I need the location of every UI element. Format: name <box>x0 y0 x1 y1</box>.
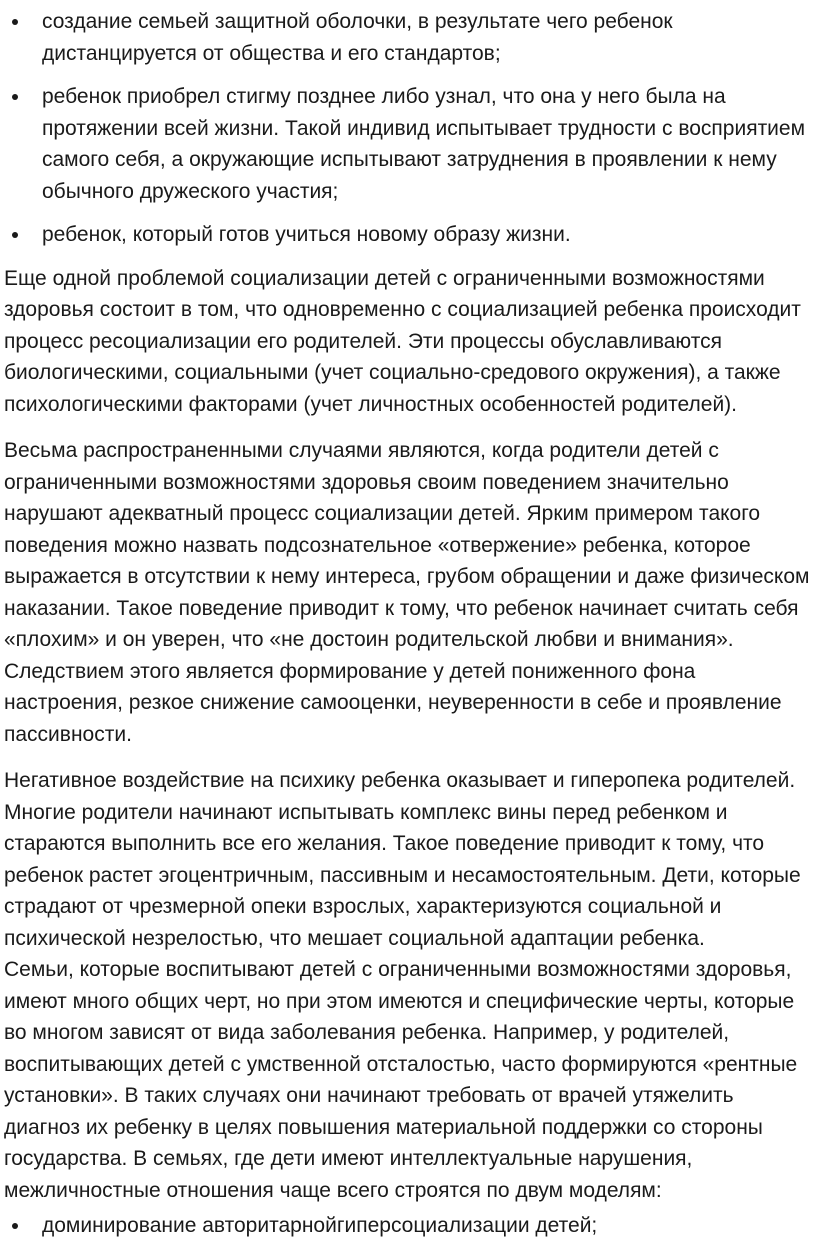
list-item: ребенок, который готов учиться новому образу жизни. <box>42 219 812 251</box>
paragraph-overprotection: Негативное воздействие на психику ребенка оказывает и гиперопека родителей. Многие родители начинают испытывать комплекс вины перед ребенком и стараются выполнить все его желания. Такое поведение приводит к тому, что ребенок растет эгоцентричным, пассивным и несамостоятельным. Дети, которые страдают от чрезмерной опеки взрослых, характеризуются социальной и психической незрелостью, что мешает социальной адаптации ребенка. <box>4 769 801 950</box>
paragraph-family-features: Семьи, которые воспитывают детей с ограниченными возможностями здоровья, имеют много общих черт, но при этом имеются и специфические черты, которые во многом зависят от вида заболевания ребенка. Например, у родителей, воспитывающих детей с умственной отсталостью, часто формируются «рентные установки». В таких случаях они начинают требовать от врачей утяжелить диагноз их ребенку в целях повышения материальной поддержки со стороны государства. В семьях, где дети имеют интеллектуальные нарушения, межличностные отношения чаще всего строятся по двум моделям: <box>4 958 798 1202</box>
list-item: ребенок приобрел стигму позднее либо узнал, что она у него была на протяжении всей жизни. Такой индивид испытывает трудности с восприятием самого себя, а окружающие испытывают затруднения в проявлении к нему обычного дружеского участия; <box>42 81 812 207</box>
bullet-list-family-reactions <box>4 6 812 251</box>
list-item: создание семьей защитной оболочки, в результате чего ребенок дистанцируется от общества и его стандартов; <box>42 6 812 69</box>
bullet-list-relationship-models <box>4 1210 812 1242</box>
paragraph-parent-behavior: Весьма распространенными случаями являются, когда родители детей с ограниченными возможностями здоровья своим поведением значительно нарушают адекватный процесс социализации детей. Ярким примером такого поведения можно назвать подсознательное «отвержение» ребенка, которое выражается в отсутствии к нему интереса, грубом обращении и даже физическом наказании. Такое поведение приводит к тому, что ребенок начинает считать себя «плохим» и он уверен, что «не достоин родительской любви и внимания». Следствием этого является формирование у детей пониженного фона настроения, резкое снижение самооценки, неуверенности в себе и проявление пассивности. <box>4 439 810 746</box>
paragraph-resocialization: Еще одной проблемой социализации детей с ограниченными возможностями здоровья состоит в том, что одновременно с социализацией ребенка происходит процесс ресоциализации его родителей. Эти процессы обуславливаются биологическими, социальными (учет социально-средового окружения), а также психологическими факторами (учет личностных особенностей родителей). <box>4 266 801 416</box>
list-item: доминирование авторитарнойгиперсоциализации детей; <box>42 1210 812 1242</box>
